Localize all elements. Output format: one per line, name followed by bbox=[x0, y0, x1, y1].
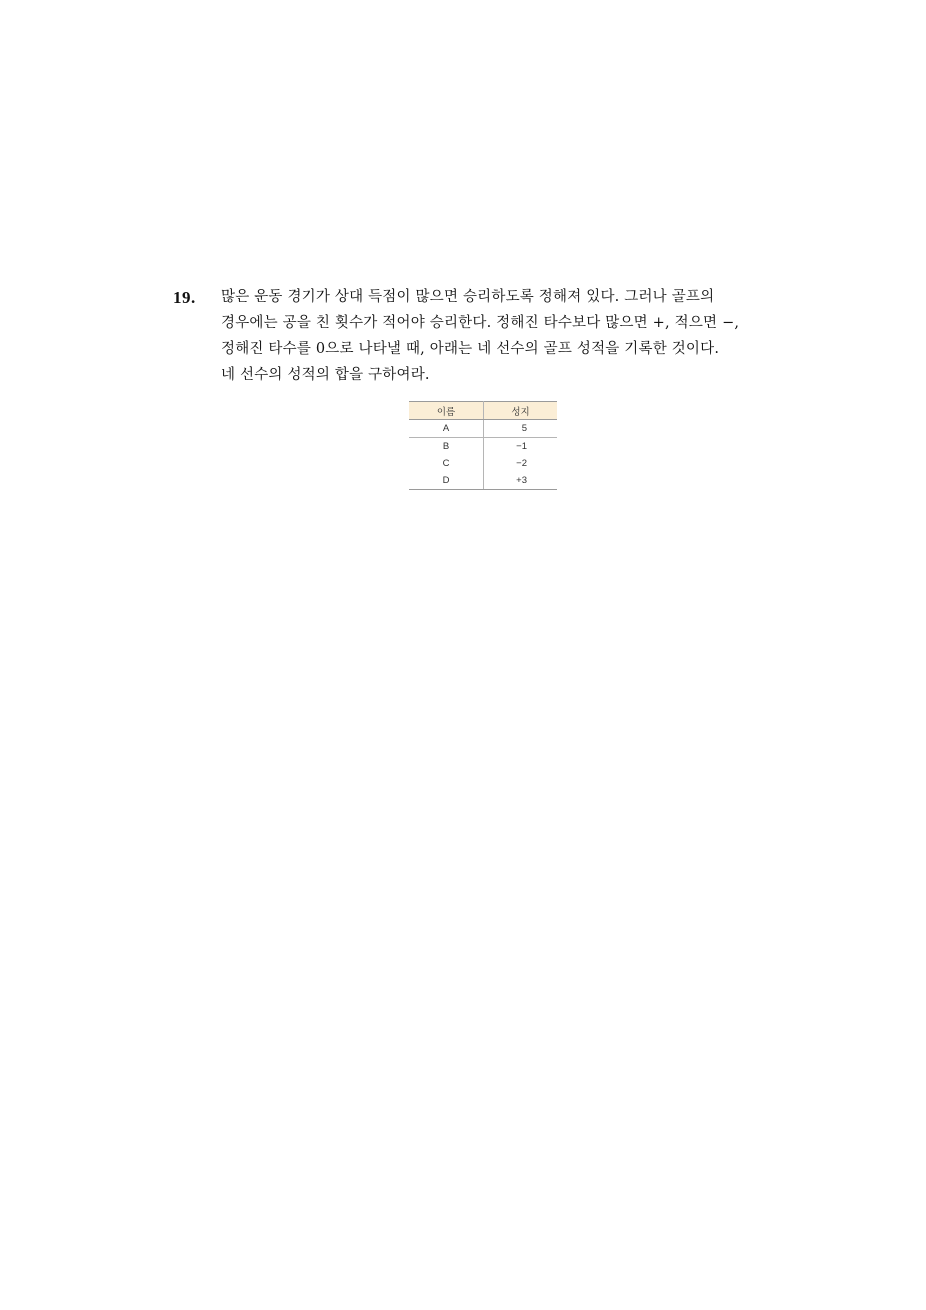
table-row bbox=[409, 472, 557, 490]
header-score: 성지 bbox=[484, 402, 558, 420]
table-row bbox=[409, 455, 557, 472]
player-score: +3 bbox=[484, 472, 558, 490]
table-row bbox=[409, 438, 557, 456]
question-line: 많은 운동 경기가 상대 득점이 많으면 승리하도록 정해져 있다. 그러나 골프의 bbox=[221, 289, 715, 305]
table-row bbox=[409, 420, 557, 438]
question-line: 네 선수의 성적의 합을 구하여라. bbox=[221, 367, 430, 383]
question-line: 정해진 타수를 0으로 나타낼 때, 아래는 네 선수의 골프 성적을 기록한 것이다. bbox=[221, 341, 720, 357]
question-number: 19. bbox=[173, 288, 196, 307]
player-score: 5 bbox=[484, 420, 558, 438]
player-name: A bbox=[409, 420, 484, 438]
player-score: −1 bbox=[516, 441, 527, 452]
table-header-row bbox=[409, 402, 557, 420]
player-name: D bbox=[409, 472, 484, 490]
player-score: −2 bbox=[516, 458, 527, 469]
golf-score-table bbox=[409, 401, 557, 490]
player-name: B bbox=[409, 438, 484, 456]
question-line: 경우에는 공을 친 횟수가 적어야 승리한다. 정해진 타수보다 많으면 +, 적으면 −, bbox=[221, 315, 740, 331]
header-name: 이름 bbox=[409, 402, 484, 420]
question-text bbox=[221, 284, 761, 388]
player-name: C bbox=[409, 455, 484, 472]
